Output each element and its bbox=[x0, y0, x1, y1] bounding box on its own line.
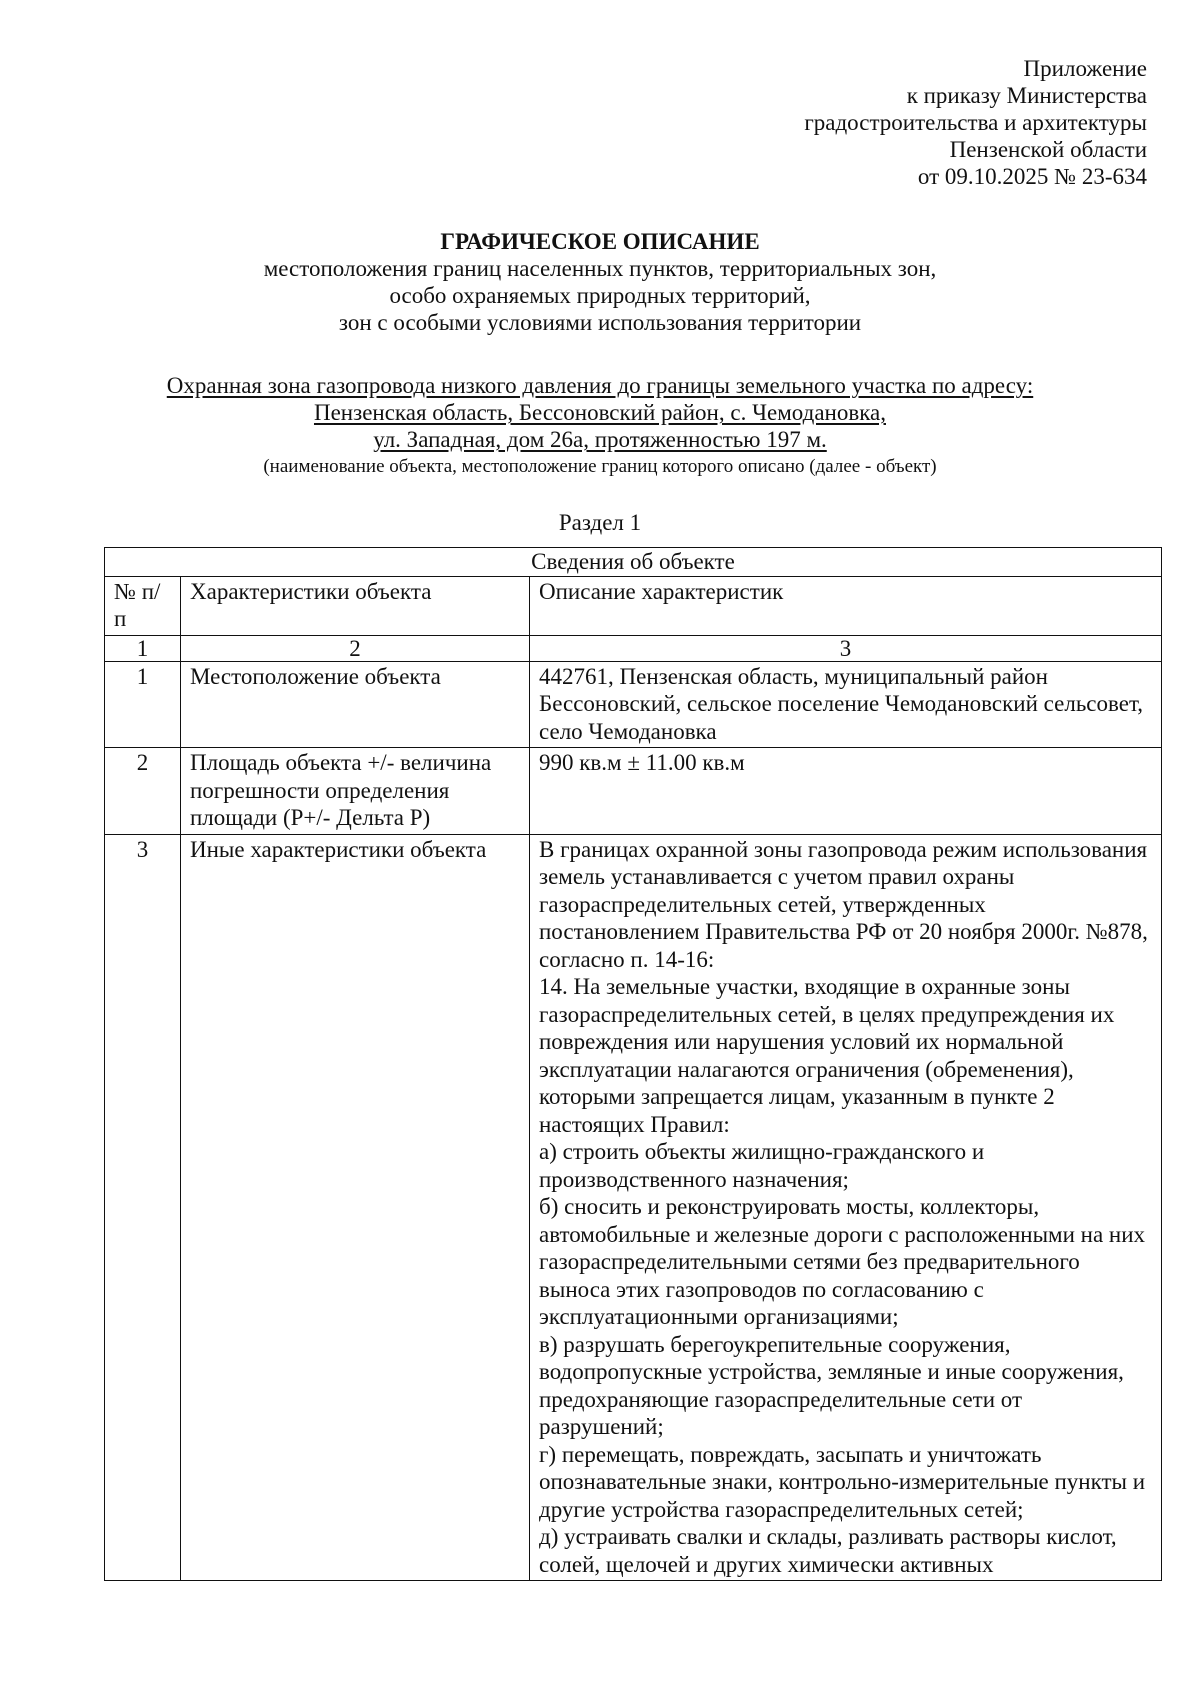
object-info-table bbox=[104, 547, 1162, 1581]
header-description: Описание характеристик bbox=[530, 576, 1162, 635]
appendix-line: к приказу Министерства bbox=[906, 83, 1147, 108]
table-row bbox=[105, 834, 1162, 1581]
row-description bbox=[530, 661, 1162, 748]
document-subtitle-line: местоположения границ населенных пунктов, территориальных зон, bbox=[263, 256, 937, 281]
row-description bbox=[530, 748, 1162, 835]
row-characteristic: Местоположение объекта bbox=[181, 661, 530, 748]
description-paragraph: в) разрушать берегоукрепительные сооружения, водопропускные устройства, земляные и иные сооружения, предохраняющие газораспределительные сети от разрушений; bbox=[539, 1331, 1124, 1439]
table-caption-row bbox=[105, 548, 1162, 577]
document-title: ГРАФИЧЕСКОЕ ОПИСАНИЕ bbox=[440, 229, 760, 254]
appendix-block bbox=[587, 55, 1147, 190]
table-row bbox=[105, 748, 1162, 835]
document-subtitle-line: зон с особыми условиями использования территории bbox=[338, 310, 862, 335]
description-paragraph: В границах охранной зоны газопровода режим использования земель устанавливается с учетом правил охраны газораспределительных сетей, утвержденных постановлением Правительства РФ от 20 ноября 2000г. №878, согласно п. 14-16: bbox=[539, 836, 1148, 972]
row-number: 3 bbox=[105, 834, 181, 1581]
object-name-caption: (наименование объекта, местоположение границ которого описано (далее - объект) bbox=[263, 456, 937, 477]
row-characteristic: Площадь объекта +/- величина погрешности определения площади (P+/- Дельта P) bbox=[181, 748, 530, 835]
row-description bbox=[530, 834, 1162, 1581]
document-heading bbox=[100, 228, 1100, 336]
column-number: 2 bbox=[181, 635, 530, 661]
description-paragraph: а) строить объекты жилищно-гражданского и производственного назначения; bbox=[539, 1139, 985, 1192]
header-characteristic: Характеристики объекта bbox=[181, 576, 530, 635]
appendix-line: градостроительства и архитектуры bbox=[804, 110, 1147, 135]
description-paragraph: 990 кв.м ± 11.00 кв.м bbox=[539, 750, 745, 775]
description-paragraph: б) сносить и реконструировать мосты, коллекторы, автомобильные и железные дороги с расположенными на них газораспределительными сетями без предварительного выноса этих газопроводов по согласованию с эксплуатационными организациями; bbox=[539, 1194, 1146, 1329]
description-paragraph: д) устраивать свалки и склады, разливать растворы кислот, солей, щелочей и других химически активных bbox=[539, 1524, 1117, 1577]
table-row bbox=[105, 661, 1162, 748]
appendix-line: Приложение bbox=[1023, 56, 1147, 81]
appendix-line: Пензенской области bbox=[949, 137, 1147, 162]
object-name-block bbox=[100, 372, 1100, 479]
row-number: 1 bbox=[105, 661, 181, 748]
table-caption: Сведения об объекте bbox=[105, 548, 1162, 577]
document-subtitle-line: особо охраняемых природных территорий, bbox=[389, 283, 811, 308]
description-paragraph: 14. На земельные участки, входящие в охранные зоны газораспределительных сетей, в целях предупреждения их повреждения или нарушения условий их нормальной эксплуатации налагаются ограничения (обременения), которыми запрещается лицам, указанным в пункте 2 настоящих Правил: bbox=[539, 974, 1115, 1137]
header-number: № п/п bbox=[105, 576, 181, 635]
table-column-numbers-row bbox=[105, 635, 1162, 661]
description-paragraph: г) перемещать, повреждать, засыпать и уничтожать опознавательные знаки, контрольно-измерительные пункты и другие устройства газораспределительных сетей; bbox=[539, 1441, 1146, 1522]
object-name-line: ул. Западная, дом 26а, протяженностью 197 м. bbox=[373, 427, 827, 452]
section-label: Раздел 1 bbox=[558, 510, 642, 535]
table-header-row bbox=[105, 576, 1162, 635]
column-number: 3 bbox=[530, 635, 1162, 661]
object-name-line: Пензенская область, Бессоновский район, с. Чемодановка, bbox=[313, 400, 886, 425]
appendix-line: от 09.10.2025 № 23-634 bbox=[917, 164, 1147, 189]
object-name-line: Охранная зона газопровода низкого давления до границы земельного участка по адресу: bbox=[166, 373, 1034, 398]
row-number: 2 bbox=[105, 748, 181, 835]
column-number: 1 bbox=[105, 635, 181, 661]
description-paragraph: 442761, Пензенская область, муниципальный район Бессоновский, сельское поселение Чемодановский сельсовет, село Чемодановка bbox=[539, 663, 1144, 744]
row-characteristic: Иные характеристики объекта bbox=[181, 834, 530, 1581]
